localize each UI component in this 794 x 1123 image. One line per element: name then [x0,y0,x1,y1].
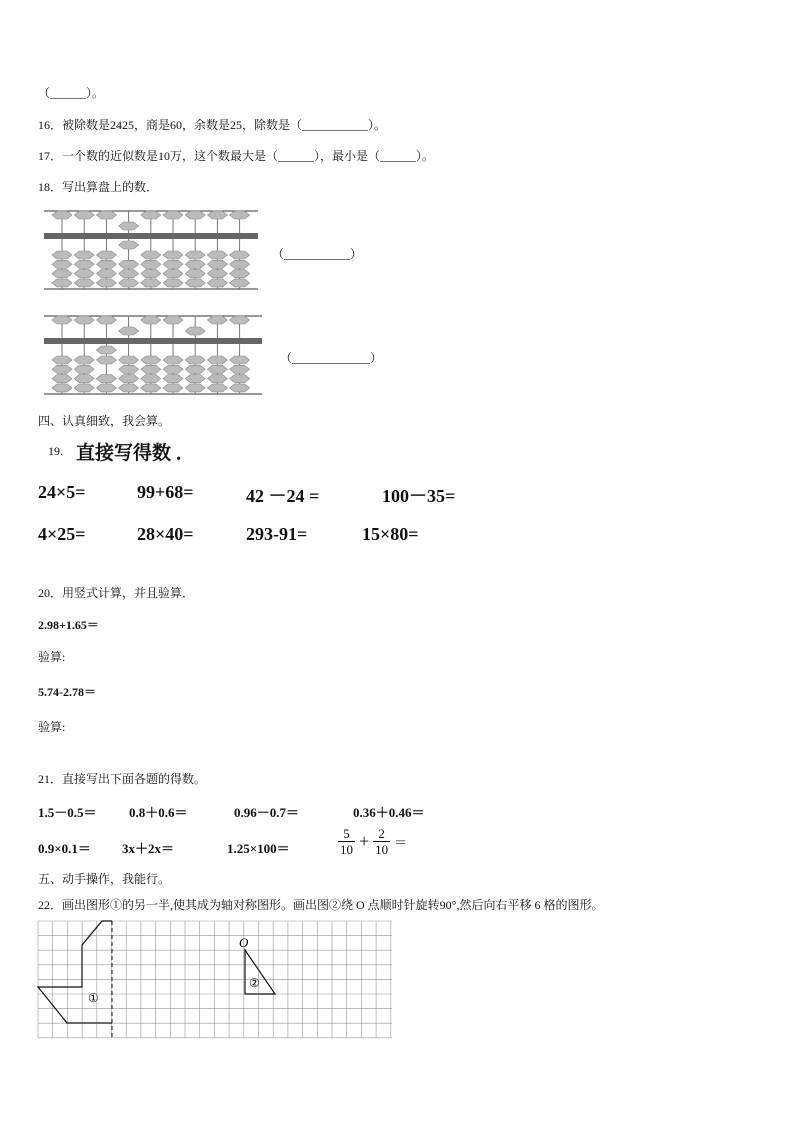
q20-expression-b: 5.74-2.78＝ [38,685,96,699]
abacus-bead [74,260,94,268]
abacus-bead [96,384,116,392]
abacus-bead [119,375,139,383]
q20-expression-a: 2.98+1.65＝ [38,618,99,632]
q19-expr: 24×5= [38,482,86,502]
abacus-bead [185,211,205,219]
abacus-bead [185,327,205,335]
abacus-bead [207,260,227,268]
abacus-bead [207,270,227,278]
abacus-bead [96,356,116,364]
abacus-bead [185,375,205,383]
abacus-2-answer-blank[interactable]: （_____________） [280,351,383,365]
q19-expr: 4×25= [38,524,86,544]
shape-1-half [38,921,112,1023]
abacus-bead [185,270,205,278]
q15-tail: （______）。 [38,86,105,100]
abacus-bead [163,384,183,392]
abacus-bead [96,279,116,287]
abacus-bead [96,375,116,383]
abacus-bead [52,384,72,392]
abacus-bead [163,270,183,278]
abacus-bead [230,211,250,219]
abacus-bead [141,375,161,383]
q21-fraction-expression [338,826,407,857]
abacus-bead [96,270,116,278]
grid-figure [38,921,394,1038]
abacus-bead [74,211,94,219]
q21-expr: 3x＋2x＝ [122,841,175,856]
abacus-bead [141,365,161,373]
abacus-bead [74,375,94,383]
abacus-bead [163,260,183,268]
abacus-bead [230,279,250,287]
abacus-bead [185,384,205,392]
abacus-bead [74,279,94,287]
check-label: 验算: [38,650,66,664]
q21-expr: 0.9×0.1＝ [38,841,91,856]
abacus-bead [141,279,161,287]
q21-expr: 0.96－0.7＝ [234,805,300,820]
abacus-bead [163,316,183,324]
abacus-bead [230,356,250,364]
abacus-1-answer-blank[interactable]: （___________） [272,247,363,261]
abacus-bead [207,316,227,324]
fraction: $\frac{5}{10}$ [340,826,353,857]
abacus-bead [185,251,205,259]
abacus-bead [96,260,116,268]
abacus-bead [74,251,94,259]
abacus-bead [119,327,139,335]
shape-2-label: ② [249,976,260,990]
equals-sign: ＝ [394,835,408,850]
q19-expr: 99+68= [137,482,194,502]
question-19-number: 19. [48,444,63,458]
shape-1-label: ① [88,991,99,1005]
abacus-bead [52,316,72,324]
abacus-bead [52,356,72,364]
abacus-bead [52,279,72,287]
abacus-bead [230,365,250,373]
abacus-bead [141,316,161,324]
abacus-bead [74,356,94,364]
abacus-bead [207,384,227,392]
abacus-bead [230,375,250,383]
abacus-bead [52,375,72,383]
abacus-bead [207,211,227,219]
section-4-heading: 四、认真细致，我会算。 [38,414,171,428]
point-o-label: O [239,935,249,950]
abacus-bead [207,375,227,383]
abacus-bead [141,356,161,364]
abacus-bead [185,365,205,373]
q21-expr: 0.8＋0.6＝ [129,805,188,820]
abacus-bead [163,211,183,219]
abacus-bead [185,260,205,268]
abacus-bead [207,356,227,364]
q21-expr: 1.5－0.5＝ [38,805,97,820]
abacus-bead [119,384,139,392]
question-21: 21．直接写出下面各题的得数。 [38,772,207,786]
question-19-title: 直接写得数 ． [76,443,195,464]
abacus-bead [74,365,94,373]
abacus-bead [141,260,161,268]
abacus-bead [163,356,183,364]
abacus-bead [52,270,72,278]
abacus-bead [141,270,161,278]
abacus-bead [119,356,139,364]
q19-expr: 293-91= [246,524,308,544]
abacus-bead [119,365,139,373]
abacus-2 [44,314,264,396]
abacus-bead [230,260,250,268]
abacus-bead [230,270,250,278]
abacus-bead [119,260,139,268]
abacus-bead [163,365,183,373]
abacus-bead [207,251,227,259]
abacus-bead [96,346,116,354]
abacus-bead [207,365,227,373]
plus-sign: + [359,831,370,851]
question-17: 17．一个数的近似数是10万，这个数最大是（______），最小是（______）。 [38,149,435,163]
abacus-bead [163,251,183,259]
question-16: 16．被除数是2425，商是60，余数是25，除数是（___________）。 [38,118,387,132]
abacus-bead [96,211,116,219]
q21-expr: 0.36＋0.46＝ [353,805,425,820]
abacus-bead [119,241,139,249]
abacus-bead [141,384,161,392]
fraction: $\frac{2}{10}$ [375,826,389,857]
abacus-bead [96,251,116,259]
abacus-bead [230,316,250,324]
check-label: 验算: [38,720,66,734]
abacus-bead [141,211,161,219]
q19-expr: 42 －24 = [246,486,320,506]
q19-expr: 28×40= [137,524,194,544]
abacus-bead [141,251,161,259]
abacus-bead [74,270,94,278]
section-5-heading: 五、动手操作，我能行。 [38,872,171,886]
abacus-bead [230,384,250,392]
abacus-bead [207,279,227,287]
abacus-bead [119,279,139,287]
question-20: 20．用竖式计算，并且验算． [38,586,195,600]
abacus-bead [185,279,205,287]
q19-expr: 15×80= [362,524,419,544]
abacus-bead [185,356,205,364]
abacus-bead [119,222,139,230]
question-22: 22．画出图形①的另一半,使其成为轴对称图形。画出图②绕 O 点顺时针旋转90°,然后向右平移 6 格的图形。 [38,898,604,912]
abacus-bead [163,375,183,383]
abacus-bead [119,270,139,278]
abacus-bead [74,384,94,392]
abacus-bead [52,260,72,268]
q21-expr: 1.25×100＝ [227,841,290,856]
abacus-bead [52,365,72,373]
q19-expr: 100－35= [382,486,456,506]
abacus-bead [230,251,250,259]
abacus-bead [52,251,72,259]
abacus-bead [96,316,116,324]
question-18: 18．写出算盘上的数． [38,180,159,194]
abacus-bead [163,279,183,287]
abacus-1 [44,209,264,291]
abacus-bead [52,211,72,219]
abacus-bead [74,316,94,324]
